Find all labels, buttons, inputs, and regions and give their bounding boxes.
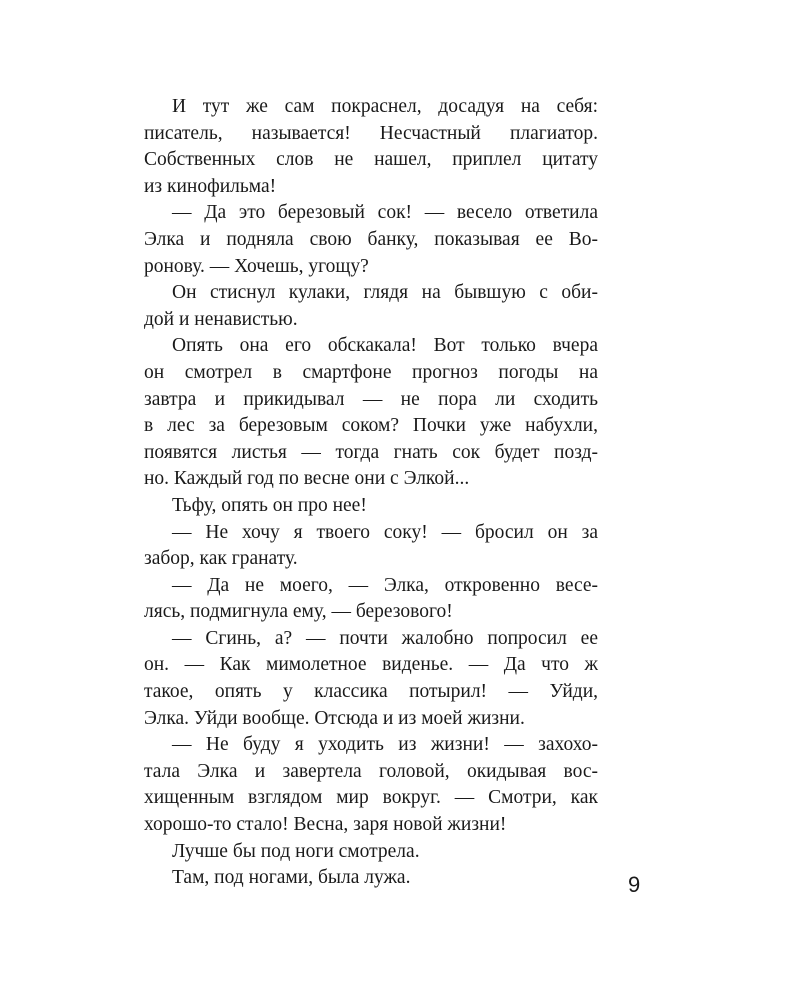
text-line: — Да не моего, — Элка, откровенно весе- — [172, 574, 598, 596]
text-line: Элка. Уйди вообще. Отсюда и из моей жизни. — [144, 707, 525, 729]
text-line: тала Элка и завертела головой, окидывая вос- — [144, 760, 598, 782]
text-line: из кинофильма! — [144, 175, 277, 197]
text-line: такое, опять у классика потырил! — Уйди, — [144, 681, 598, 703]
text-line: хищенным взглядом мир вокруг. — Смотри, как — [144, 787, 598, 809]
text-line: — Да это березовый сок! — весело ответила — [172, 202, 598, 224]
text-line: — Не буду я уходить из жизни! — захохо- — [172, 734, 598, 756]
text-line: — Не хочу я твоего соку! — бросил он за — [172, 521, 598, 543]
text-line: появятся листья — тогда гнать сок будет позд- — [144, 441, 598, 463]
text-line: лясь, подмигнула ему, — березового! — [144, 601, 453, 623]
text-line: Лучше бы под ноги смотрела. — [172, 840, 420, 862]
text-line: Собственных слов не нашел, приплел цитату — [144, 149, 598, 171]
text-line: И тут же сам покраснел, досадуя на себя: — [172, 96, 598, 117]
text-line: забор, как гранату. — [144, 548, 298, 570]
page-number: 9 — [628, 872, 641, 897]
text-line: но. Каждый год по весне они с Элкой... — [144, 468, 470, 490]
text-line: ронову. — Хочешь, угощу? — [144, 255, 369, 277]
text-line: хорошо-то стало! Весна, заря новой жизни! — [144, 814, 507, 836]
text-line: он. — Как мимолетное виденье. — Да что ж — [144, 654, 598, 676]
text-line: — Сгинь, а? — почти жалобно попросил ее — [172, 627, 598, 649]
text-line: в лес за березовым соком? Почки уже набухли, — [144, 415, 598, 437]
text-line: он смотрел в смартфоне прогноз погоды на — [144, 361, 598, 383]
text-line: завтра и прикидывал — не пора ли сходить — [144, 388, 598, 410]
text-line: Он стиснул кулаки, глядя на бывшую с оби- — [172, 282, 598, 304]
text-line: Там, под ногами, была лужа. — [172, 867, 411, 889]
text-line: писатель, называется! Несчастный плагиатор. — [144, 122, 598, 144]
text-line: Опять она его обскакала! Вот только вчера — [172, 335, 598, 357]
text-line: Тьфу, опять он про нее! — [172, 494, 367, 516]
text-line: дой и ненавистью. — [144, 308, 298, 330]
body-text — [144, 94, 598, 892]
text-line: Элка и подняла свою банку, показывая ее Во- — [144, 228, 598, 250]
